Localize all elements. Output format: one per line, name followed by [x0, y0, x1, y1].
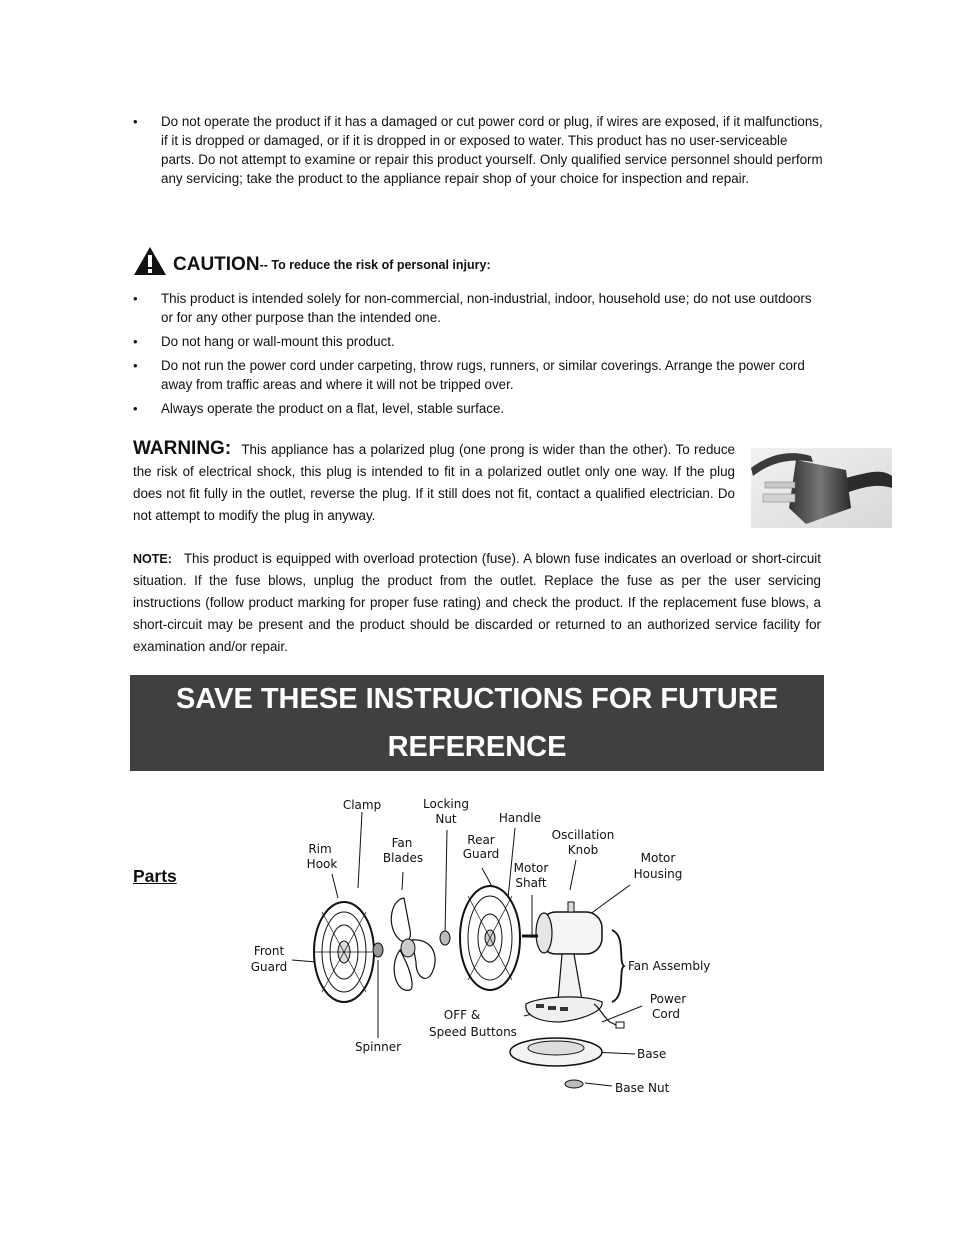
label-motor-shaft-1: Motor [513, 861, 549, 875]
label-front-guard-2: Guard [250, 960, 288, 974]
banner-line-2: REFERENCE [387, 731, 567, 763]
label-oscillation-knob-2: Knob [567, 843, 599, 857]
label-power-cord-1: Power [649, 992, 687, 1006]
base-illustration [510, 1038, 602, 1066]
list-item: • Do not run the power cord under carpeting, throw rugs, runners, or similar coverings. Arrange the power cord away from traffic areas and where it will not be tripped over. [133, 356, 823, 394]
label-locking-nut-1: Locking [423, 797, 469, 811]
label-motor-housing-2: Housing [633, 867, 683, 881]
banner-line-1: SAVE THESE INSTRUCTIONS FOR FUTURE [175, 683, 779, 715]
warning-text: This appliance has a polarized plug (one prong is wider than the other). To reduce the risk of electrical shock, this plug is intended to fit in a polarized outlet only one way. If the plug does not fit fully in the outlet, reverse the plug. If it still does not fit, contact a qualified electrician. Do not attempt to modify the plug in anyway. [133, 442, 736, 523]
warning-triangle-icon [133, 246, 167, 276]
label-fan-assembly: Fan Assembly [628, 959, 711, 973]
caution-title: CAUTION [173, 254, 260, 275]
label-front-guard-1: Front [253, 944, 285, 958]
label-rim-hook-1: Rim [308, 842, 332, 856]
label-rear-guard-2: Guard [462, 847, 500, 861]
base-nut-illustration [565, 1080, 583, 1088]
label-rear-guard-1: Rear [467, 833, 495, 847]
note-text: This product is equipped with overload protection (fuse). A blown fuse indicates an overload or short-circuit situation. If the fuse blows, unplug the product from the outlet. Replace the fuse as per the user servicing instructions (follow product marking for proper fuse rating) and check the product. If the replacement fuse blows, a short-circuit may be present and the product should be discarded or returned to an authorized service facility for examination and/or repair. [133, 551, 821, 654]
label-fan-blades-1: Fan [391, 836, 413, 850]
fan-parts-diagram [240, 790, 740, 1100]
caution-bullet-list [133, 289, 823, 423]
label-clamp: Clamp [342, 798, 382, 812]
label-motor-housing-1: Motor [640, 851, 676, 865]
label-handle: Handle [498, 811, 542, 825]
label-rim-hook-2: Hook [306, 857, 338, 871]
label-off-speed-2: Speed Buttons [429, 1025, 517, 1039]
warning-paragraph [133, 438, 735, 527]
caution-heading [133, 244, 491, 276]
fan-assembly-illustration [522, 902, 624, 1028]
list-item: • Always operate the product on a flat, level, stable surface. [133, 399, 823, 418]
rear-guard-illustration [460, 886, 520, 990]
label-base-nut: Base Nut [615, 1081, 670, 1095]
caution-subtitle: -- To reduce the risk of personal injury: [259, 258, 491, 272]
save-instructions-banner [130, 675, 824, 771]
label-fan-blades-2: Blades [382, 851, 424, 865]
list-item: • Do not hang or wall-mount this product. [133, 332, 823, 351]
front-guard-illustration [314, 902, 374, 1002]
label-power-cord-2: Cord [651, 1007, 681, 1021]
label-off-speed-1: OFF & [443, 1008, 481, 1022]
parts-heading: Parts [133, 866, 177, 886]
spinner-illustration [373, 943, 383, 957]
label-locking-nut-2: Nut [435, 812, 457, 826]
note-paragraph [133, 548, 821, 658]
locking-nut-illustration [440, 931, 450, 945]
list-item: • Do not operate the product if it has a damaged or cut power cord or plug, if wires are exposed, if it malfunctions, if it is dropped or damaged, or if it is dropped in or exposed to water. This product has no user-serviceable parts. Do not attempt to examine or repair this product yourself. Only qualified service personnel should perform any servicing; take the product to the appliance repair shop of your choice for inspection and repair. [133, 112, 823, 188]
label-motor-shaft-2: Shaft [515, 876, 547, 890]
safety-bullet-list [133, 112, 823, 193]
label-spinner: Spinner [354, 1040, 402, 1054]
warning-title: WARNING: [133, 438, 232, 459]
list-item: • This product is intended solely for non-commercial, non-industrial, indoor, household use; do not use outdoors or for any other purpose than the intended one. [133, 289, 823, 327]
label-base: Base [637, 1047, 667, 1061]
fan-blades-illustration [391, 898, 435, 990]
note-title: NOTE: [133, 552, 172, 566]
polarized-plug-photo [751, 448, 892, 528]
label-oscillation-knob-1: Oscillation [551, 828, 615, 842]
